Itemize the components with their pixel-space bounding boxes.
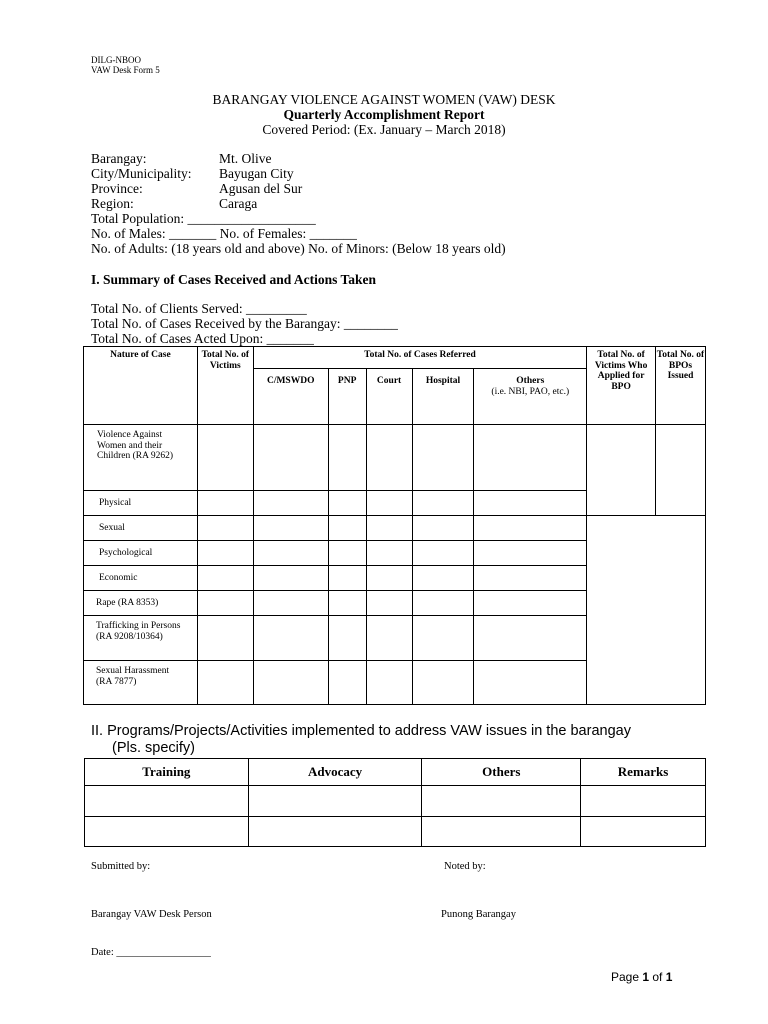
cell-input[interactable]: [474, 425, 587, 491]
header-training: Training: [85, 759, 249, 786]
cell-input[interactable]: [422, 817, 581, 847]
header-remarks: Remarks: [581, 759, 706, 786]
form-name: VAW Desk Form 5: [91, 65, 160, 75]
blank-merged-cell: [587, 516, 706, 705]
header-others-label: Others: [516, 376, 545, 386]
cell-input[interactable]: [248, 817, 422, 847]
noted-by-label: Noted by:: [444, 861, 486, 872]
cell-input[interactable]: [474, 541, 587, 566]
cell-input[interactable]: [587, 425, 656, 516]
section-2-heading: II. Programs/Projects/Activities implemented to address VAW issues in the barangay: [91, 723, 631, 739]
programs-table: [84, 758, 706, 847]
row-label-rape: Rape (RA 8353): [84, 591, 198, 616]
table-row: [84, 516, 706, 541]
cell-input[interactable]: [197, 491, 253, 516]
header-others: Others: [422, 759, 581, 786]
cell-input[interactable]: [328, 616, 366, 661]
document-subtitle: Quarterly Accomplishment Report: [283, 107, 485, 122]
cell-input[interactable]: [328, 661, 366, 705]
desk-person-label: Barangay VAW Desk Person: [91, 909, 212, 920]
table-row: [84, 425, 706, 491]
clients-served-field: Total No. of Clients Served: _________: [91, 301, 307, 316]
row-label-economic: Economic: [84, 566, 198, 591]
cell-input[interactable]: [366, 591, 412, 616]
cell-input[interactable]: [197, 591, 253, 616]
cell-input[interactable]: [197, 541, 253, 566]
cell-input[interactable]: [328, 425, 366, 491]
cell-input[interactable]: [366, 566, 412, 591]
cell-input[interactable]: [412, 516, 474, 541]
region-value: Caraga: [219, 196, 258, 211]
cell-input[interactable]: [366, 541, 412, 566]
cell-input[interactable]: [253, 616, 328, 661]
city-value: Bayugan City: [219, 166, 294, 181]
males-females-field: No. of Males: _______ No. of Females: _______: [91, 226, 357, 241]
cell-input[interactable]: [85, 817, 249, 847]
row-label-vawc: Violence Against Women and their Children (RA 9262): [84, 425, 198, 491]
header-total-victims: Total No. of Victims: [197, 347, 253, 425]
submitted-by-label: Submitted by:: [91, 861, 151, 872]
cell-input[interactable]: [253, 516, 328, 541]
cell-input[interactable]: [85, 786, 249, 817]
cell-input[interactable]: [412, 661, 474, 705]
cell-input[interactable]: [253, 491, 328, 516]
cell-input[interactable]: [253, 566, 328, 591]
cases-acted-field: Total No. of Cases Acted Upon: _______: [91, 331, 314, 346]
page-current: 1: [642, 970, 650, 984]
header-hospital: Hospital: [412, 369, 474, 425]
cell-input[interactable]: [412, 616, 474, 661]
cell-input[interactable]: [328, 491, 366, 516]
row-label-sexual: Sexual: [84, 516, 198, 541]
table-row: [85, 817, 706, 847]
province-label: Province:: [91, 181, 143, 196]
cases-table: [83, 346, 706, 705]
header-court: Court: [366, 369, 412, 425]
header-pnp: PNP: [328, 369, 366, 425]
page-number: [611, 970, 672, 984]
cell-input[interactable]: [253, 661, 328, 705]
header-others-sub: (i.e. NBI, PAO, etc.): [491, 386, 570, 397]
document-title: BARANGAY VIOLENCE AGAINST WOMEN (VAW) DESK: [212, 92, 556, 107]
date-field: Date: __________________: [91, 947, 211, 958]
city-label: City/Municipality:: [91, 166, 192, 181]
barangay-value: Mt. Olive: [219, 151, 272, 166]
cell-input[interactable]: [197, 425, 253, 491]
cell-input[interactable]: [197, 516, 253, 541]
cell-input[interactable]: [328, 516, 366, 541]
province-value: Agusan del Sur: [219, 181, 303, 196]
cell-input[interactable]: [474, 566, 587, 591]
cell-input[interactable]: [366, 616, 412, 661]
total-population-field: Total Population: ___________________: [91, 211, 316, 226]
page-prefix: Page: [611, 970, 643, 984]
cell-input[interactable]: [474, 661, 587, 705]
region-label: Region:: [91, 196, 134, 211]
row-label-physical: Physical: [84, 491, 198, 516]
cell-input[interactable]: [366, 425, 412, 491]
header-nature-of-case: Nature of Case: [84, 347, 198, 425]
header-advocacy: Advocacy: [248, 759, 422, 786]
adults-minors-field: No. of Adults: (18 years old and above) No. of Minors: (Below 18 years old): [91, 241, 506, 256]
covered-period: Covered Period: (Ex. January – March 2018): [262, 122, 506, 137]
table-row: [85, 786, 706, 817]
cell-input[interactable]: [412, 491, 474, 516]
cell-input[interactable]: [474, 516, 587, 541]
header-cmswdo: C/MSWDO: [253, 369, 328, 425]
cell-input[interactable]: [366, 661, 412, 705]
cell-input[interactable]: [197, 566, 253, 591]
cell-input[interactable]: [412, 591, 474, 616]
cell-input[interactable]: [422, 786, 581, 817]
punong-barangay-label: Punong Barangay: [441, 909, 516, 920]
cell-input[interactable]: [328, 566, 366, 591]
form-code: DILG-NBOO: [91, 55, 141, 65]
cell-input[interactable]: [474, 591, 587, 616]
header-cases-referred: Total No. of Cases Referred: [253, 347, 586, 369]
cell-input[interactable]: [581, 786, 706, 817]
page-total: 1: [665, 970, 673, 984]
cell-input[interactable]: [412, 425, 474, 491]
cell-input[interactable]: [197, 616, 253, 661]
page-of: of: [649, 970, 666, 984]
cell-input[interactable]: [474, 491, 587, 516]
row-label-harassment: Sexual Harassment (RA 7877): [84, 661, 198, 705]
cell-input[interactable]: [412, 541, 474, 566]
cell-input[interactable]: [253, 425, 328, 491]
cell-input[interactable]: [328, 591, 366, 616]
section-1-heading: I. Summary of Cases Received and Actions Taken: [91, 272, 377, 287]
header-others: [474, 369, 587, 425]
cell-input[interactable]: [366, 491, 412, 516]
cell-input[interactable]: [366, 516, 412, 541]
cell-input[interactable]: [656, 425, 706, 516]
cell-input[interactable]: [253, 541, 328, 566]
row-label-psychological: Psychological: [84, 541, 198, 566]
cell-input[interactable]: [253, 591, 328, 616]
barangay-label: Barangay:: [91, 151, 147, 166]
cell-input[interactable]: [581, 817, 706, 847]
cases-received-field: Total No. of Cases Received by the Barangay: ________: [91, 316, 398, 331]
cell-input[interactable]: [248, 786, 422, 817]
header-bpos-issued: Total No. of BPOs Issued: [656, 347, 706, 425]
cell-input[interactable]: [412, 566, 474, 591]
header-applied-bpo: Total No. of Victims Who Applied for BPO: [587, 347, 656, 425]
cell-input[interactable]: [197, 661, 253, 705]
cell-input[interactable]: [474, 616, 587, 661]
row-label-trafficking: Trafficking in Persons (RA 9208/10364): [84, 616, 198, 661]
cell-input[interactable]: [328, 541, 366, 566]
section-2-subheading: (Pls. specify): [112, 740, 195, 756]
